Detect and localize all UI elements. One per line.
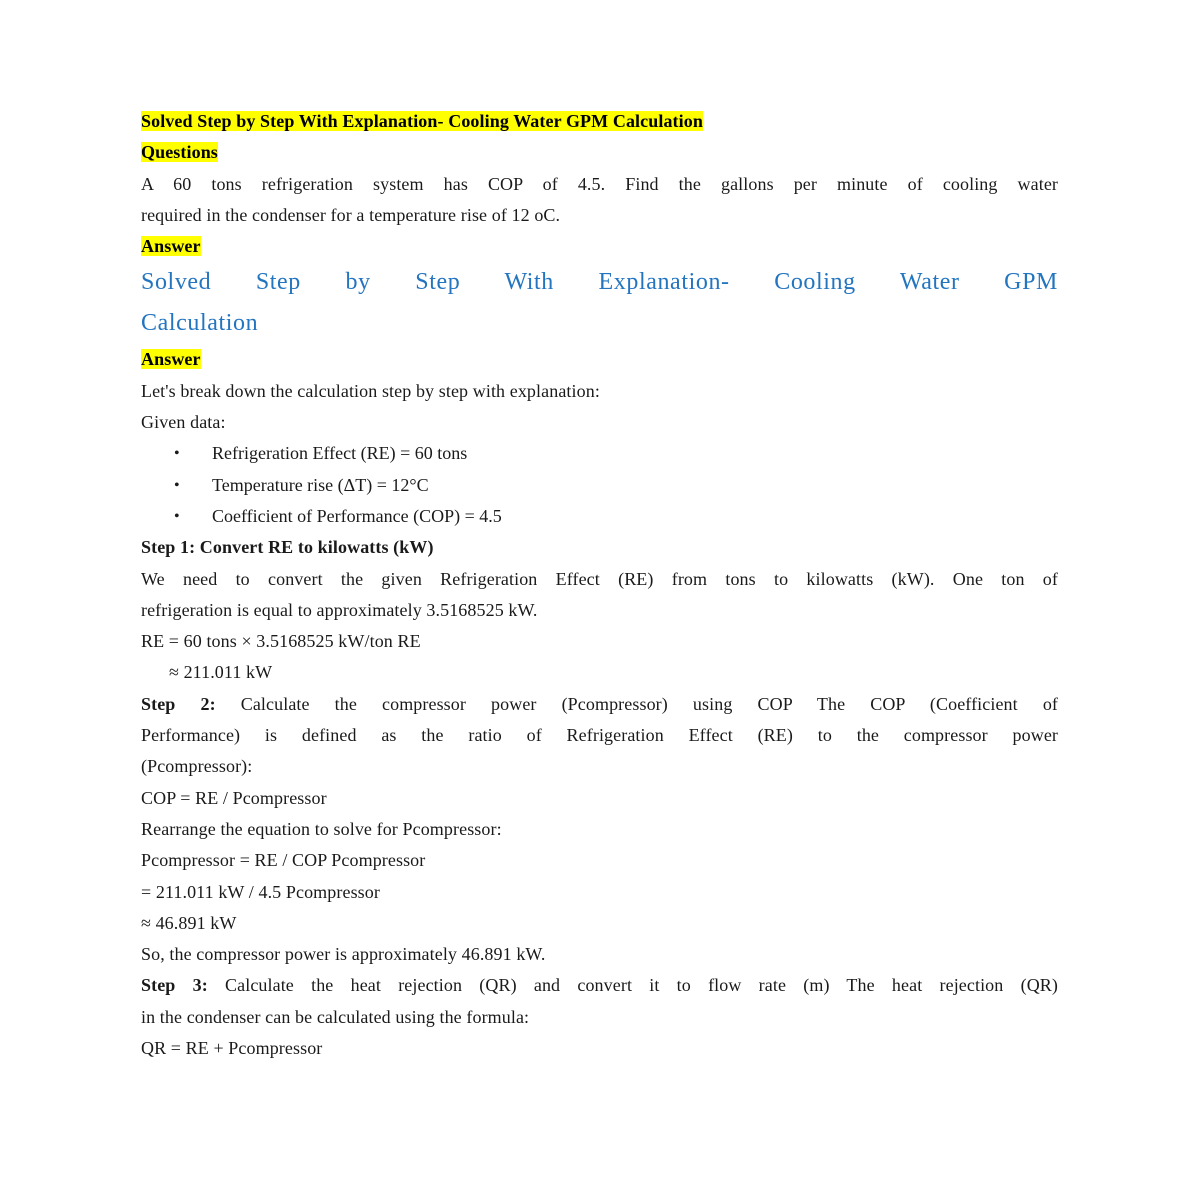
blue-heading-line-2: Calculation xyxy=(141,310,259,337)
bullet-icon: • xyxy=(174,507,180,525)
step1-equation-2: ≈ 211.011 kW xyxy=(169,662,273,683)
blue-heading-line-1: Solved Step by Step With Explanation- Cooling Water GPM xyxy=(141,269,1058,296)
step3-para-line-2: in the condenser can be calculated using the formula: xyxy=(141,1006,530,1027)
questions-label: Questions xyxy=(141,142,218,163)
step3-para-line-1 xyxy=(141,970,1058,1001)
step2-equation-3: = 211.011 kW / 4.5 Pcompressor xyxy=(141,881,380,902)
given-item-text: Coefficient of Performance (COP) = 4.5 xyxy=(212,505,502,526)
step2-para-text: Calculate the compressor power (Pcompressor) using COP The COP (Coefficient of xyxy=(215,693,1059,714)
question-text-line-2: required in the condenser for a temperature rise of 12 oC. xyxy=(141,204,561,225)
questions-line xyxy=(141,137,1058,168)
step2-equation-1: COP = RE / Pcompressor xyxy=(141,787,327,808)
step2-conclusion: So, the compressor power is approximately 46.891 kW. xyxy=(141,944,546,965)
step2-para-line-3: (Pcompressor): xyxy=(141,756,253,777)
given-data-list xyxy=(141,438,1058,532)
step2-equation-4: ≈ 46.891 kW xyxy=(141,912,237,933)
answer-label: Answer xyxy=(141,349,201,370)
bullet-icon: • xyxy=(174,445,180,463)
intro-text: Let's break down the calculation step by step with explanation: xyxy=(141,380,600,401)
blue-heading xyxy=(141,262,1058,344)
document-title: Solved Step by Step With Explanation- Cooling Water GPM Calculation xyxy=(141,111,703,131)
step2-equation-2: Pcompressor = RE / COP Pcompressor xyxy=(141,850,426,871)
step2-rearrange-text: Rearrange the equation to solve for Pcompressor: xyxy=(141,818,502,839)
step3-equation-1: QR = RE + Pcompressor xyxy=(141,1038,323,1059)
given-item-delta-t xyxy=(141,470,1058,501)
step1-para-line-1: We need to convert the given Refrigeration Effect (RE) from tons to kilowatts (kW). One ton of xyxy=(141,568,1058,589)
answer-line-2 xyxy=(141,344,1058,375)
question-text-line-1: A 60 tons refrigeration system has COP of 4.5. Find the gallons per minute of cooling water xyxy=(141,173,1058,194)
step1-equation-1: RE = 60 tons × 3.5168525 kW/ton RE xyxy=(141,631,421,652)
step3-label: Step 3: xyxy=(141,975,208,996)
document-page xyxy=(141,106,1058,1064)
answer-label: Answer xyxy=(141,236,201,257)
given-item-cop xyxy=(141,501,1058,532)
step2-para-line-1 xyxy=(141,689,1058,720)
answer-line-1 xyxy=(141,231,1058,262)
bullet-icon: • xyxy=(174,476,180,494)
step3-para-text: Calculate the heat rejection (QR) and convert it to flow rate (m) The heat rejection (QR) xyxy=(207,975,1058,996)
given-item-text: Refrigeration Effect (RE) = 60 tons xyxy=(212,443,468,464)
step2-label: Step 2: xyxy=(141,693,216,714)
given-item-text: Temperature rise (ΔT) = 12°C xyxy=(212,474,429,495)
title-line xyxy=(141,106,1058,137)
given-item-re xyxy=(141,438,1058,469)
given-data-label: Given data: xyxy=(141,412,226,433)
step1-heading: Step 1: Convert RE to kilowatts (kW) xyxy=(141,537,434,558)
step1-para-line-2: refrigeration is equal to approximately 3.5168525 kW. xyxy=(141,599,538,620)
step2-para-line-2: Performance) is defined as the ratio of Refrigeration Effect (RE) to the compressor power xyxy=(141,725,1058,746)
